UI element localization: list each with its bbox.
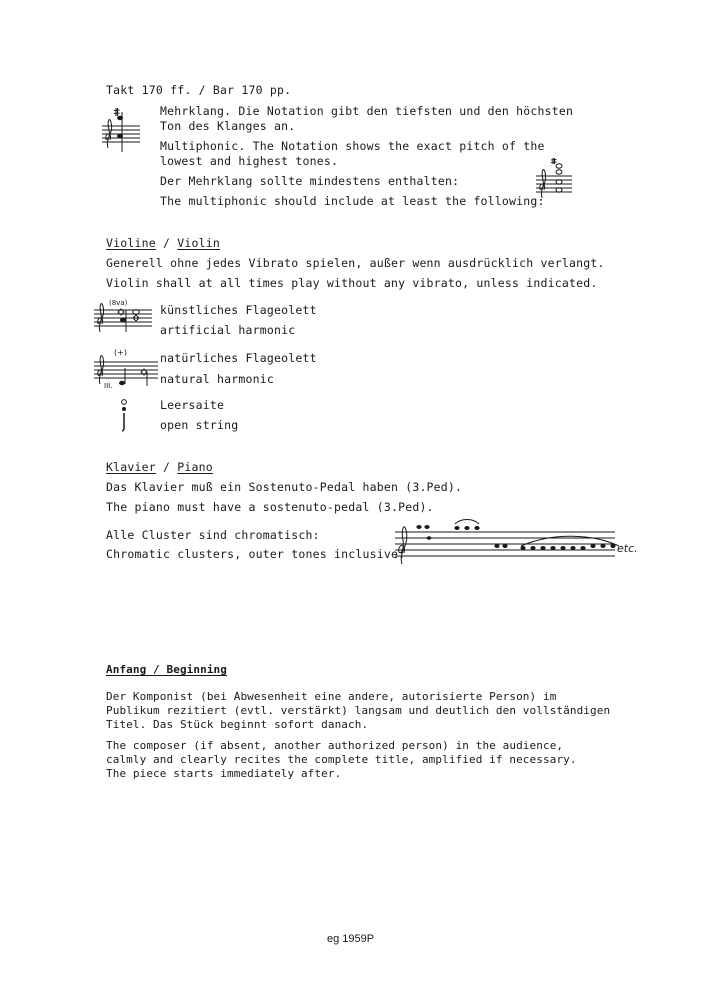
cluster-etc: etc.: [617, 542, 638, 555]
violin-rule-en: Violin shall at all times play without any vibrato, unless indicated.: [106, 276, 598, 290]
natural-harmonic-en: natural harmonic: [160, 372, 274, 386]
multiphonic-chord-notation: [534, 158, 574, 206]
multiphonic-en-line1: Multiphonic. The Notation shows the exact pitch of the: [160, 139, 545, 153]
cluster-de: Alle Cluster sind chromatisch:: [106, 528, 320, 542]
beginning-de-line1: Der Komponist (bei Abwesenheit eine andere, autorisierte Person) im: [106, 690, 557, 703]
open-string-en: open string: [160, 418, 239, 432]
violin-heading-sep: /: [155, 236, 178, 250]
beginning-en-line2: calmly and clearly recites the complete title, amplified if necessary.: [106, 753, 577, 766]
violin-heading-en: Violin: [177, 236, 220, 250]
multiphonic-min-de: Der Mehrklang sollte mindestens enthalten:: [160, 174, 460, 188]
multiphonic-en-line2: lowest and highest tones.: [160, 154, 339, 168]
multiphonic-min-en: The multiphonic should include at least the following:: [160, 194, 545, 208]
cluster-en: Chromatic clusters, outer tones inclusive:: [106, 547, 406, 561]
natural-harmonic-string: III.: [104, 382, 113, 390]
violin-rule-de: Generell ohne jedes Vibrato spielen, außer wenn ausdrücklich verlangt.: [106, 256, 605, 270]
piano-heading-sep: /: [155, 460, 178, 474]
section-header-bar: Takt 170 ff. / Bar 170 pp.: [106, 83, 292, 97]
multiphonic-de-line1: Mehrklang. Die Notation gibt den tiefsten und den höchsten: [160, 104, 574, 118]
natural-harmonic-mark: (+): [114, 348, 127, 357]
artificial-harmonic-mark: (8va): [109, 299, 128, 307]
beginning-en-line1: The composer (if absent, another authorized person) in the audience,: [106, 739, 564, 752]
artificial-harmonic-en: artificial harmonic: [160, 323, 296, 337]
beginning-de-line2: Publikum rezitiert (evtl. verstärkt) langsam und deutlich den vollständigen: [106, 704, 611, 717]
piano-heading-en: Piano: [177, 460, 213, 474]
cluster-notation: [393, 518, 638, 566]
multiphonic-notation: [100, 108, 156, 154]
open-string-notation: [118, 398, 132, 432]
natural-harmonic-de: natürliches Flageolett: [160, 351, 317, 365]
beginning-heading: Anfang / Beginning: [106, 663, 228, 676]
piano-heading: [106, 460, 213, 474]
piano-pedal-en: The piano must have a sostenuto-pedal (3.Ped).: [106, 500, 434, 514]
beginning-en-line3: The piece starts immediately after.: [106, 767, 342, 780]
violin-heading: [106, 236, 220, 250]
multiphonic-de-line2: Ton des Klanges an.: [160, 119, 296, 133]
piano-heading-de: Klavier: [106, 460, 156, 474]
catalog-number: eg 1959P: [327, 933, 375, 945]
beginning-de-line3: Titel. Das Stück beginnt sofort danach.: [106, 718, 369, 731]
open-string-de: Leersaite: [160, 398, 225, 412]
artificial-harmonic-notation: [92, 296, 154, 340]
violin-heading-de: Violine: [106, 236, 156, 250]
artificial-harmonic-de: künstliches Flageolett: [160, 303, 317, 317]
natural-harmonic-notation: [92, 346, 160, 394]
piano-pedal-de: Das Klavier muß ein Sostenuto-Pedal haben (3.Ped).: [106, 480, 463, 494]
